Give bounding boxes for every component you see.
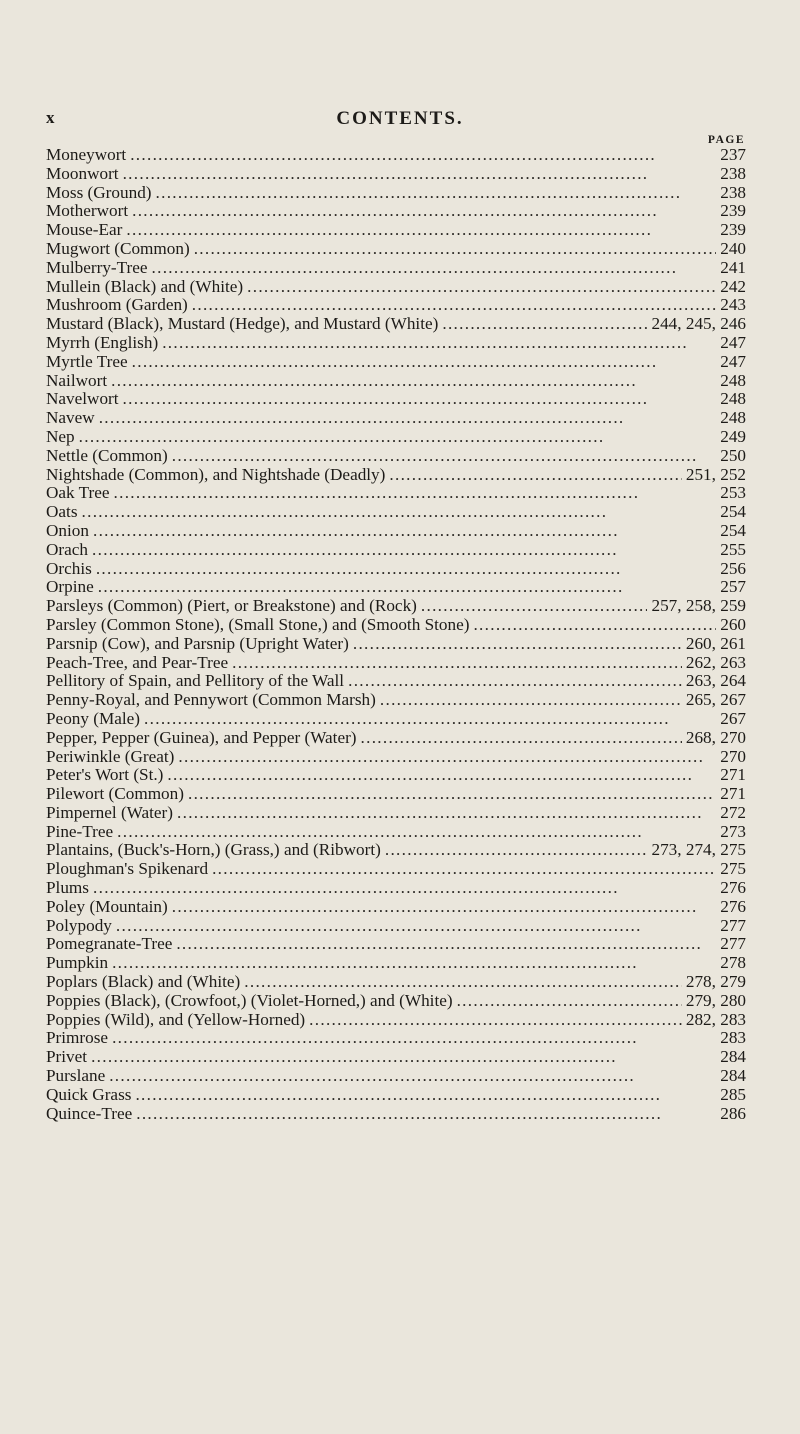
entry-name: Pellitory of Spain, and Pellitory of the Wall (46, 671, 345, 691)
entry-pages: 273 (720, 821, 746, 841)
contents-entry (46, 635, 746, 654)
entry-pages: 273, 274, 275 (651, 840, 746, 860)
contents-entry (46, 560, 746, 579)
dot-leader (111, 372, 716, 391)
contents-entry (46, 710, 746, 729)
contents-entry (46, 1048, 746, 1067)
contents-entry (46, 522, 746, 541)
contents-entry (46, 729, 746, 748)
contents-entry (46, 748, 746, 767)
entry-name: Moneywort (46, 145, 127, 164)
entry-pages: 249 (720, 426, 746, 446)
entry-pages: 271 (720, 784, 746, 804)
dot-leader (112, 954, 716, 973)
dot-leader (82, 503, 717, 522)
entry-name: Pomegranate-Tree (46, 934, 173, 954)
entry-pages: 265, 267 (685, 690, 746, 710)
entry-pages: 262, 263 (685, 652, 746, 672)
dot-leader (457, 992, 682, 1011)
entry-pages: 248 (720, 408, 746, 428)
entry-pages: 243 (720, 295, 746, 315)
dot-leader (188, 785, 716, 804)
dot-leader (123, 165, 717, 184)
entry-pages: 254 (720, 520, 746, 540)
entry-pages: 267 (720, 708, 746, 728)
dot-leader (212, 860, 716, 879)
dot-leader (93, 522, 716, 541)
entry-pages: 260, 261 (685, 633, 746, 653)
entry-pages: 239 (720, 220, 746, 240)
entry-pages: 257, 258, 259 (651, 596, 746, 616)
entry-pages: 238 (720, 182, 746, 202)
contents-entry (46, 1029, 746, 1048)
entry-pages: 248 (720, 370, 746, 390)
entry-name: Pumpkin (46, 953, 109, 973)
entry-name: Mullein (Black) and (White) (46, 276, 244, 296)
entry-pages: 253 (720, 483, 746, 503)
page-title: CONTENTS. (336, 108, 464, 129)
entry-pages: 242 (720, 276, 746, 296)
contents-entry (46, 541, 746, 560)
entry-pages: 271 (720, 765, 746, 785)
dot-leader (132, 202, 716, 221)
entry-pages: 268, 270 (685, 727, 746, 747)
contents-entry (46, 221, 746, 240)
entry-name: Navew (46, 408, 95, 428)
entry-name: Orach (46, 539, 88, 559)
dot-leader (172, 447, 716, 466)
dot-leader (116, 917, 716, 936)
entry-name: Peony (Male) (46, 708, 141, 728)
entry-name: Pine-Tree (46, 821, 114, 841)
contents-entry (46, 1011, 746, 1030)
dot-leader (92, 541, 716, 560)
contents-entry (46, 390, 746, 409)
dot-leader (361, 729, 682, 748)
page-number: x (46, 108, 56, 127)
entry-name: Myrrh (English) (46, 332, 159, 352)
entry-pages: 255 (720, 539, 746, 559)
entry-name: Nightshade (Common), and Nightshade (Deadly) (46, 464, 386, 484)
entry-name: Onion (46, 520, 89, 540)
dot-leader (442, 315, 647, 334)
dot-leader (162, 334, 716, 353)
entry-pages: 247 (720, 351, 746, 371)
entry-name: Oak Tree (46, 483, 110, 503)
entry-name: Moss (Ground) (46, 182, 152, 202)
contents-entry (46, 278, 746, 297)
contents-entry (46, 672, 746, 691)
entry-pages: 250 (720, 445, 746, 465)
entry-pages: 240 (720, 238, 746, 258)
page-column-label: PAGE (707, 134, 745, 146)
dot-leader (232, 654, 682, 673)
contents-entry (46, 428, 746, 447)
entry-pages: 286 (720, 1103, 746, 1123)
dot-leader (132, 353, 717, 372)
contents-entry (46, 184, 746, 203)
entry-name: Navelwort (46, 389, 119, 409)
dot-leader (152, 259, 717, 278)
entry-name: Oats (46, 502, 78, 522)
dot-leader (353, 635, 682, 654)
dot-leader (93, 879, 716, 898)
contents-entry (46, 766, 746, 785)
entry-pages: 283 (720, 1028, 746, 1048)
entry-name: Pimpernel (Water) (46, 802, 173, 822)
entry-pages: 263, 264 (685, 671, 746, 691)
entry-name: Mulberry-Tree (46, 257, 148, 277)
dot-leader (109, 1067, 716, 1086)
entry-pages: 248 (720, 389, 746, 409)
entry-name: Nailwort (46, 370, 108, 390)
entry-name: Polypody (46, 915, 112, 935)
entry-pages: 278, 279 (685, 972, 746, 992)
contents-entry (46, 296, 746, 315)
contents-entry (46, 935, 746, 954)
entry-name: Penny-Royal, and Pennywort (Common Marsh) (46, 690, 376, 710)
entry-name: Orpine (46, 577, 94, 597)
dot-leader (98, 578, 716, 597)
contents-entry (46, 466, 746, 485)
entry-name: Periwinkle (Great) (46, 746, 175, 766)
entry-name: Pepper, Pepper (Guinea), and Pepper (Water) (46, 727, 357, 747)
contents-entry (46, 654, 746, 673)
dot-leader (114, 484, 717, 503)
entry-name: Purslane (46, 1066, 106, 1086)
contents-entry (46, 992, 746, 1011)
entry-name: Myrtle Tree (46, 351, 128, 371)
contents-entry (46, 898, 746, 917)
contents-entry (46, 973, 746, 992)
contents-entry (46, 353, 746, 372)
entry-name: Parsleys (Common) (Piert, or Breakstone) and (Rock) (46, 596, 417, 616)
contents-entry (46, 1067, 746, 1086)
entry-pages: 285 (720, 1084, 746, 1104)
dot-leader (136, 1105, 716, 1124)
dot-leader (192, 296, 716, 315)
contents-entry (46, 259, 746, 278)
dot-leader (91, 1048, 716, 1067)
entry-pages: 272 (720, 802, 746, 822)
contents-entry (46, 785, 746, 804)
entry-name: Quick Grass (46, 1084, 132, 1104)
entry-name: Mustard (Black), Mustard (Hedge), and Mustard (White) (46, 314, 439, 334)
dot-leader (177, 804, 716, 823)
entry-pages: 284 (720, 1066, 746, 1086)
entry-pages: 237 (720, 145, 746, 164)
entry-name: Motherwort (46, 201, 129, 221)
dot-leader (421, 597, 648, 616)
contents-entry (46, 1105, 746, 1124)
contents-entry (46, 823, 746, 842)
entry-pages: 275 (720, 859, 746, 879)
entry-name: Plantains, (Buck's-Horn,) (Grass,) and (Ribwort) (46, 840, 381, 860)
entry-name: Pilewort (Common) (46, 784, 184, 804)
dot-leader (130, 146, 716, 165)
entry-pages: 256 (720, 558, 746, 578)
entry-pages: 260 (720, 614, 746, 634)
dot-leader (117, 823, 716, 842)
entry-name: Nettle (Common) (46, 445, 168, 465)
dot-leader (96, 560, 716, 579)
contents-entry (46, 202, 746, 221)
entry-pages: 254 (720, 502, 746, 522)
dot-leader (99, 409, 717, 428)
entry-pages: 241 (720, 257, 746, 277)
entry-pages: 278 (720, 953, 746, 973)
dot-leader (194, 240, 717, 259)
entry-name: Parsnip (Cow), and Parsnip (Upright Water) (46, 633, 349, 653)
contents-entry (46, 578, 746, 597)
contents-entry (46, 804, 746, 823)
dot-leader (473, 616, 716, 635)
entry-pages: 276 (720, 896, 746, 916)
entry-name: Moonwort (46, 163, 119, 183)
dot-leader (389, 466, 681, 485)
dot-leader (144, 710, 716, 729)
dot-leader (112, 1029, 716, 1048)
entry-name: Poplars (Black) and (White) (46, 972, 241, 992)
contents-entry (46, 879, 746, 898)
entry-pages: 238 (720, 163, 746, 183)
dot-leader (385, 841, 648, 860)
contents-entry (46, 447, 746, 466)
entry-pages: 279, 280 (685, 990, 746, 1010)
entry-pages: 276 (720, 878, 746, 898)
dot-leader (126, 221, 716, 240)
dot-leader (309, 1011, 682, 1030)
contents-entry (46, 240, 746, 259)
contents-entry (46, 503, 746, 522)
entry-pages: 247 (720, 332, 746, 352)
contents-entry (46, 1086, 746, 1105)
entry-name: Parsley (Common Stone), (Small Stone,) and (Smooth Stone) (46, 614, 470, 634)
entry-pages: 284 (720, 1047, 746, 1067)
dot-leader (79, 428, 717, 447)
contents-entry (46, 917, 746, 936)
contents-list (46, 146, 746, 1123)
entry-pages: 270 (720, 746, 746, 766)
entry-name: Privet (46, 1047, 88, 1067)
entry-name: Poppies (Wild), and (Yellow-Horned) (46, 1009, 306, 1029)
contents-entry (46, 597, 746, 616)
dot-leader (178, 748, 716, 767)
entry-pages: 282, 283 (685, 1009, 746, 1029)
contents-entry (46, 484, 746, 503)
entry-name: Poppies (Black), (Crowfoot,) (Violet-Horned,) and (White) (46, 990, 453, 1010)
entry-pages: 251, 252 (685, 464, 746, 484)
entry-pages: 277 (720, 915, 746, 935)
entry-name: Peter's Wort (St.) (46, 765, 164, 785)
contents-entry (46, 334, 746, 353)
entry-name: Mugwort (Common) (46, 238, 190, 258)
contents-entry (46, 954, 746, 973)
dot-leader (135, 1086, 716, 1105)
contents-entry (46, 315, 746, 334)
contents-entry (46, 165, 746, 184)
entry-name: Peach-Tree, and Pear-Tree (46, 652, 229, 672)
entry-name: Mouse-Ear (46, 220, 123, 240)
entry-pages: 257 (720, 577, 746, 597)
entry-name: Nep (46, 426, 75, 446)
contents-entry (46, 409, 746, 428)
contents-entry (46, 841, 746, 860)
entry-name: Plums (46, 878, 89, 898)
contents-entry (46, 860, 746, 879)
entry-name: Primrose (46, 1028, 109, 1048)
dot-leader (156, 184, 717, 203)
entry-name: Ploughman's Spikenard (46, 859, 209, 879)
dot-leader (176, 935, 716, 954)
entry-name: Orchis (46, 558, 92, 578)
entry-pages: 244, 245, 246 (651, 314, 746, 334)
dot-leader (247, 278, 716, 297)
contents-entry (46, 146, 746, 165)
contents-entry (46, 691, 746, 710)
entry-name: Mushroom (Garden) (46, 295, 188, 315)
dot-leader (244, 973, 682, 992)
dot-leader (123, 390, 717, 409)
contents-entry (46, 616, 746, 635)
dot-leader (167, 766, 716, 785)
entry-pages: 277 (720, 934, 746, 954)
dot-leader (380, 691, 682, 710)
entry-name: Quince-Tree (46, 1103, 133, 1123)
dot-leader (172, 898, 716, 917)
dot-leader (348, 672, 682, 691)
entry-name: Poley (Mountain) (46, 896, 168, 916)
entry-pages: 239 (720, 201, 746, 221)
contents-entry (46, 372, 746, 391)
